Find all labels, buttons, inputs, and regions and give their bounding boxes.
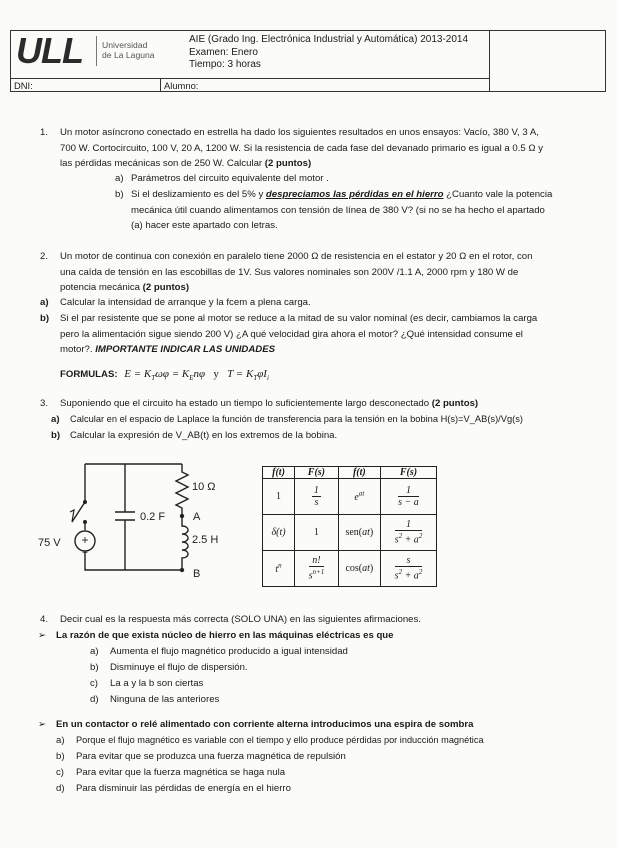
table-cell: 1 [295,515,339,551]
q2-b-line-1: Si el par resistente que se pone al motor se reduce a la mitad de su valor nominal (es decir, cambiamos la carga [60,313,538,324]
q3-line-1 [60,397,478,410]
inductor-coil [182,516,188,570]
q4-bullet-2: ➢ [38,719,47,730]
q2-b-label: b) [40,313,50,324]
q4-part2-a-label: a) [56,735,65,746]
q1-b-line-3: (a) hacer este apartado con letras. [131,220,278,231]
exam-duration: Tiempo: 3 horas [189,59,261,70]
exam-session: Examen: Enero [189,46,258,58]
dni-alumno-divider [160,78,161,92]
table-header: f(t) [338,467,380,479]
dni-field[interactable]: DNI: [14,80,33,91]
q1-b-post: ¿Cuanto vale la potencia [446,189,553,200]
table-cell: $e^{at}$ [338,479,380,515]
q2-line-3-text: potencia mecánica [60,282,140,293]
q2-points: (2 puntos) [142,282,190,293]
q1-b-line-1 [131,188,552,201]
table-row [263,515,437,551]
node-b-dot [180,568,184,572]
q2-b-line-3 [60,343,275,356]
q4-part1-d-label: d) [90,694,99,705]
q4-part1-c-text: La a y la b son ciertas [110,678,204,689]
logo-text: ULL [16,30,83,71]
q3-number: 3. [40,398,49,409]
q4-part2-c-label: c) [56,767,64,778]
table-cell: $\frac{1}{s^2 + a^2}$ [380,515,436,551]
table-row [263,551,437,587]
source-minus: − [82,548,88,559]
table-cell: $\frac{n!}{s^{n+1}}$ [295,551,339,587]
q1-b-line-2: mecánica útil cuando alimentamos con tensión de línea de 380 V? (si no se ha hecho el apartado [131,205,545,216]
q1-a-text: Parámetros del circuito equivalente del motor . [131,173,329,184]
q4-number: 4. [40,614,49,625]
header-row-divider [10,78,490,79]
q4-part2-a-text: Porque el flujo magnético es variable con el tiempo y ello produce pérdidas por inducción magnética [76,735,484,745]
source-label: 75 V [38,537,61,549]
table-row [263,479,437,515]
source-plus: + [81,533,89,547]
table-cell: sen(at) [338,515,380,551]
grade-box[interactable] [489,30,490,92]
table-cell: $\frac{1}{s - a}$ [380,479,436,515]
q1-line-2: 700 W. Cortocircuito, 100 V, 20 A, 1200 W. Si la resistencia de cada fase del devanado primario es igual a 0.5 Ω y [60,143,544,154]
table-cell: cos(at) [338,551,380,587]
q2-b-line-2: pero la alimentación sigue siendo 200 V) ¿A qué velocidad gira ahora el motor? ¿Qué intensidad consume el [60,329,523,340]
q1-points: (2 puntos) [264,158,312,169]
table-cell: $\frac{1}{s}$ [295,479,339,515]
q2-line-1: Un motor de continua con conexión en paralelo tiene 2000 Ω de resistencia en el estator y 20 Ω en el rotor, con [60,251,533,262]
q4-part1-question: La razón de que exista núcleo de hierro en las máquinas eléctricas es que [56,630,394,641]
q4-part2-b-label: b) [56,751,65,762]
q3-b-text: Calcular la expresión de V_AB(t) en los extremos de la bobina. [70,430,338,441]
q1-line-3 [60,157,311,170]
q1-a-label: a) [115,173,124,184]
q4-bullet-1: ➢ [38,630,47,641]
table-header: F(s) [380,467,436,479]
q2-a-text: Calcular la intensidad de arranque y la fcem a plena carga. [60,297,311,308]
q2-b-line-3-text: motor?. [60,344,93,355]
q4-intro: Decir cual es la respuesta más correcta (SOLO UNA) en las siguientes afirmaciones. [60,614,421,625]
alumno-field[interactable]: Alumno: [164,80,199,91]
q2-number: 2. [40,251,49,262]
q4-part1-d-text: Ninguna de las anteriores [110,694,220,705]
q3-b-label: b) [51,430,61,441]
q3-a-label: a) [51,414,60,425]
q4-part1-b-label: b) [90,662,99,673]
resistor-zigzag [176,464,188,516]
table-cell: 1 [263,479,295,515]
capacitor-plates [115,512,135,520]
table-cell: $\frac{s}{s^2 + a^2}$ [380,551,436,587]
rlc-circuit [30,450,250,585]
course-title: AIE (Grado Ing. Electrónica Industrial y Automática) 2013-2014 [189,34,469,45]
q4-part1-b-text: Disminuye el flujo de dispersión. [110,662,248,673]
bottom-wire [85,551,182,570]
switch-contact [83,520,87,524]
header-box-outline [10,30,606,92]
university-line-1: Universidad [102,40,148,50]
node-b-label: B [193,568,201,580]
q1-b-emphasis: despreciamos las pérdidas en el hierro [265,189,444,200]
q2-b-emphasis: IMPORTANTE INDICAR LAS UNIDADES [95,344,276,355]
q2-line-3 [60,281,189,294]
q4-part2-d-text: Para disminuir las pérdidas de energía en el hierro [76,783,291,794]
top-wire [85,464,182,502]
formulas-label: FORMULAS: [60,369,118,380]
university-line-2: de La Laguna [102,50,155,60]
capacitor-label: 0.2 F [140,511,166,523]
q4-part1-c-label: c) [90,678,98,689]
q4-part2-c-text: Para evitar que la fuerza magnética se haga nula [76,767,286,778]
q3-line-1-text: Suponiendo que el circuito ha estado un tiempo lo suficientemente largo desconectado [60,398,430,409]
q4-part2-b-text: Para evitar que se produzca una fuerza magnética de repulsión [76,751,346,762]
q1-b-label: b) [115,189,124,200]
q1-line-1: Un motor asíncrono conectado en estrella ha dado los siguientes resultados en unos ensayos: Vacío, 380 V, 3 A, [60,127,539,138]
q4-part1-a-text: Aumenta el flujo magnético producido a igual intensidad [110,646,348,657]
inductor-label: 2.5 H [192,534,219,546]
table-header: F(s) [295,467,339,479]
q4-part2-question: En un contactor o relé alimentado con corriente alterna introducimos una espira de sombra [56,719,474,730]
q3-points: (2 puntos) [431,398,479,409]
table-cell: δ(t) [263,515,295,551]
laplace-table [262,466,437,587]
q1-line-3-text: las pérdidas mecánicas son de 250 W. Calcular [60,158,263,169]
table-header: f(t) [263,467,295,479]
q1-number: 1. [40,127,49,138]
node-a-label: A [193,511,201,523]
switch-pivot [83,500,87,504]
q1-b-pre: Si el deslizamiento es del 5% y [131,189,264,200]
q4-part1-a-label: a) [90,646,99,657]
table-cell: $t^n$ [263,551,295,587]
q4-part2-d-label: d) [56,783,65,794]
resistor-label: 10 Ω [192,481,216,493]
q2-line-2: una caída de tensión en las escobillas de 1V. Sus valores nominales son 200V /1.1 A, 2000 rpm y 180 W de [60,267,519,278]
q3-a-text: Calcular en el espacio de Laplace la función de transferencia para la tensión en la bobina H(s)=V_AB(s)/Vg(s) [70,414,523,424]
node-a-dot [180,514,184,518]
q2-formulas [60,368,269,385]
formula-display: $E = K_T\omega\varphi = K_En\varphi$ y $T = K_T\varphi I_i$ [124,368,269,383]
q2-a-label: a) [40,297,49,308]
